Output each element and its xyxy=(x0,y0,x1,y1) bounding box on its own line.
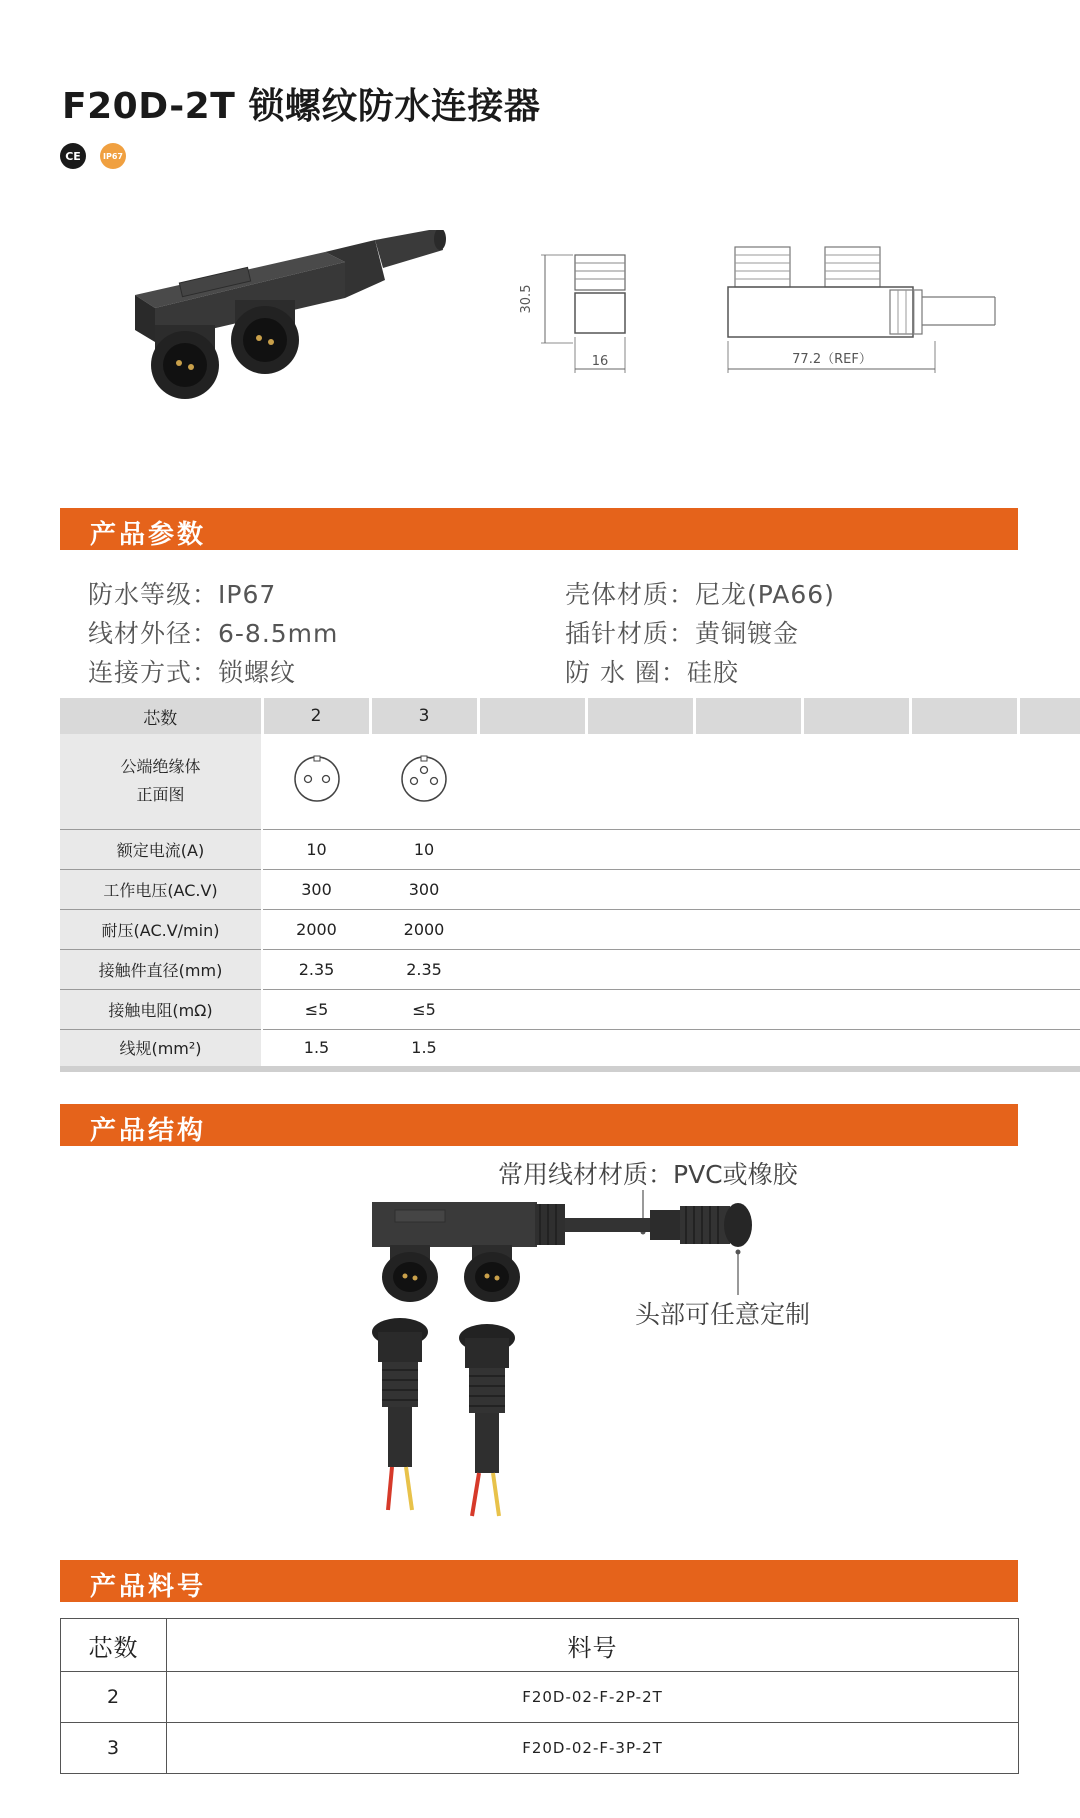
page-title: F20D-2T 锁螺纹防水连接器 xyxy=(62,86,541,127)
header-cores: 芯数 xyxy=(60,698,262,734)
spec-row-voltage xyxy=(60,869,1080,909)
face-view-row xyxy=(60,734,1080,829)
value-2pin: 2000 xyxy=(262,909,370,949)
value-3pin: 300 xyxy=(370,869,478,909)
header-empty xyxy=(478,698,586,734)
value-3pin: 2.35 xyxy=(370,949,478,989)
section-title: 产品料号 xyxy=(90,1572,207,1602)
row-label: 接触电阻(mΩ) xyxy=(60,989,262,1029)
row-label: 线规(mm²) xyxy=(60,1029,262,1069)
header-empty xyxy=(910,698,1018,734)
custom-head-callout: 头部可任意定制 xyxy=(635,1300,811,1329)
header-3pin: 3 xyxy=(370,698,478,734)
width-dimension-label: 16 xyxy=(591,354,609,369)
spec-row-gauge xyxy=(60,1029,1080,1069)
ip67-badge-icon: IP67 xyxy=(100,143,126,169)
value-3pin: 1.5 xyxy=(370,1029,478,1069)
value-2pin: ≤5 xyxy=(262,989,370,1029)
spec-row-current xyxy=(60,829,1080,869)
value-3pin: 10 xyxy=(370,829,478,869)
header-empty xyxy=(694,698,802,734)
section-header-structure xyxy=(60,1104,1018,1146)
value-2pin: 10 xyxy=(262,829,370,869)
header-empty xyxy=(586,698,694,734)
param-pin-material: 插针材质：黄铜镀金 xyxy=(565,619,800,648)
header-2pin: 2 xyxy=(262,698,370,734)
spec-row-resistance xyxy=(60,989,1080,1029)
param-housing: 壳体材质：尼龙(PA66) xyxy=(565,580,835,609)
row-label: 接触件直径(mm) xyxy=(60,949,262,989)
product-structure-illustration xyxy=(360,1190,860,1540)
front-dimension-drawing xyxy=(720,245,1000,375)
cable-material-callout: 常用线材材质：PVC或橡胶 xyxy=(498,1160,798,1189)
spec-header-row xyxy=(60,698,1080,734)
spec-row-contact-diameter xyxy=(60,949,1080,989)
two-pin-face-icon xyxy=(292,754,342,804)
side-dimension-drawing xyxy=(515,245,630,375)
param-connection: 连接方式：锁螺纹 xyxy=(88,658,297,687)
section-title: 产品结构 xyxy=(90,1116,207,1146)
three-pin-face-icon xyxy=(399,754,449,804)
param-waterproof: 防水等级：IP67 xyxy=(88,580,277,609)
section-header-params xyxy=(60,508,1018,550)
param-cable-diameter: 线材外径：6-8.5mm xyxy=(88,619,339,648)
cores-value: 2 xyxy=(61,1672,167,1723)
connector-head-left xyxy=(151,325,219,399)
header-cores: 芯数 xyxy=(61,1619,167,1672)
spec-table xyxy=(60,698,1080,1072)
cores-value: 3 xyxy=(61,1723,167,1774)
value-2pin: 300 xyxy=(262,869,370,909)
face-view-label-line1: 公端绝缘体 xyxy=(120,757,201,777)
part-number-table xyxy=(60,1618,1019,1774)
part-row xyxy=(61,1723,1019,1774)
row-label: 耐压(AC.V/min) xyxy=(60,909,262,949)
section-title: 产品参数 xyxy=(90,520,207,550)
spec-row-withstand xyxy=(60,909,1080,949)
section-header-part-numbers xyxy=(60,1560,1018,1602)
part-number-value: F20D-02-F-3P-2T xyxy=(167,1723,1019,1774)
param-seal: 防 水 圈：硅胶 xyxy=(565,658,739,687)
face-view-label-line2: 正面图 xyxy=(136,785,185,805)
header-empty xyxy=(802,698,910,734)
header-empty xyxy=(1018,698,1080,734)
value-3pin: ≤5 xyxy=(370,989,478,1029)
header-part-number: 料号 xyxy=(167,1619,1019,1672)
row-label: 额定电流(A) xyxy=(60,829,262,869)
value-2pin: 2.35 xyxy=(262,949,370,989)
height-dimension-label: 30.5 xyxy=(519,284,534,314)
part-header-row xyxy=(61,1619,1019,1672)
connector-head-right xyxy=(231,300,299,374)
value-2pin: 1.5 xyxy=(262,1029,370,1069)
ce-mark-icon: CE xyxy=(60,143,86,169)
part-number-value: F20D-02-F-2P-2T xyxy=(167,1672,1019,1723)
product-photo xyxy=(125,230,455,410)
row-label: 工作电压(AC.V) xyxy=(60,869,262,909)
length-dimension-label: 77.2（REF） xyxy=(792,352,872,367)
value-3pin: 2000 xyxy=(370,909,478,949)
part-row xyxy=(61,1672,1019,1723)
